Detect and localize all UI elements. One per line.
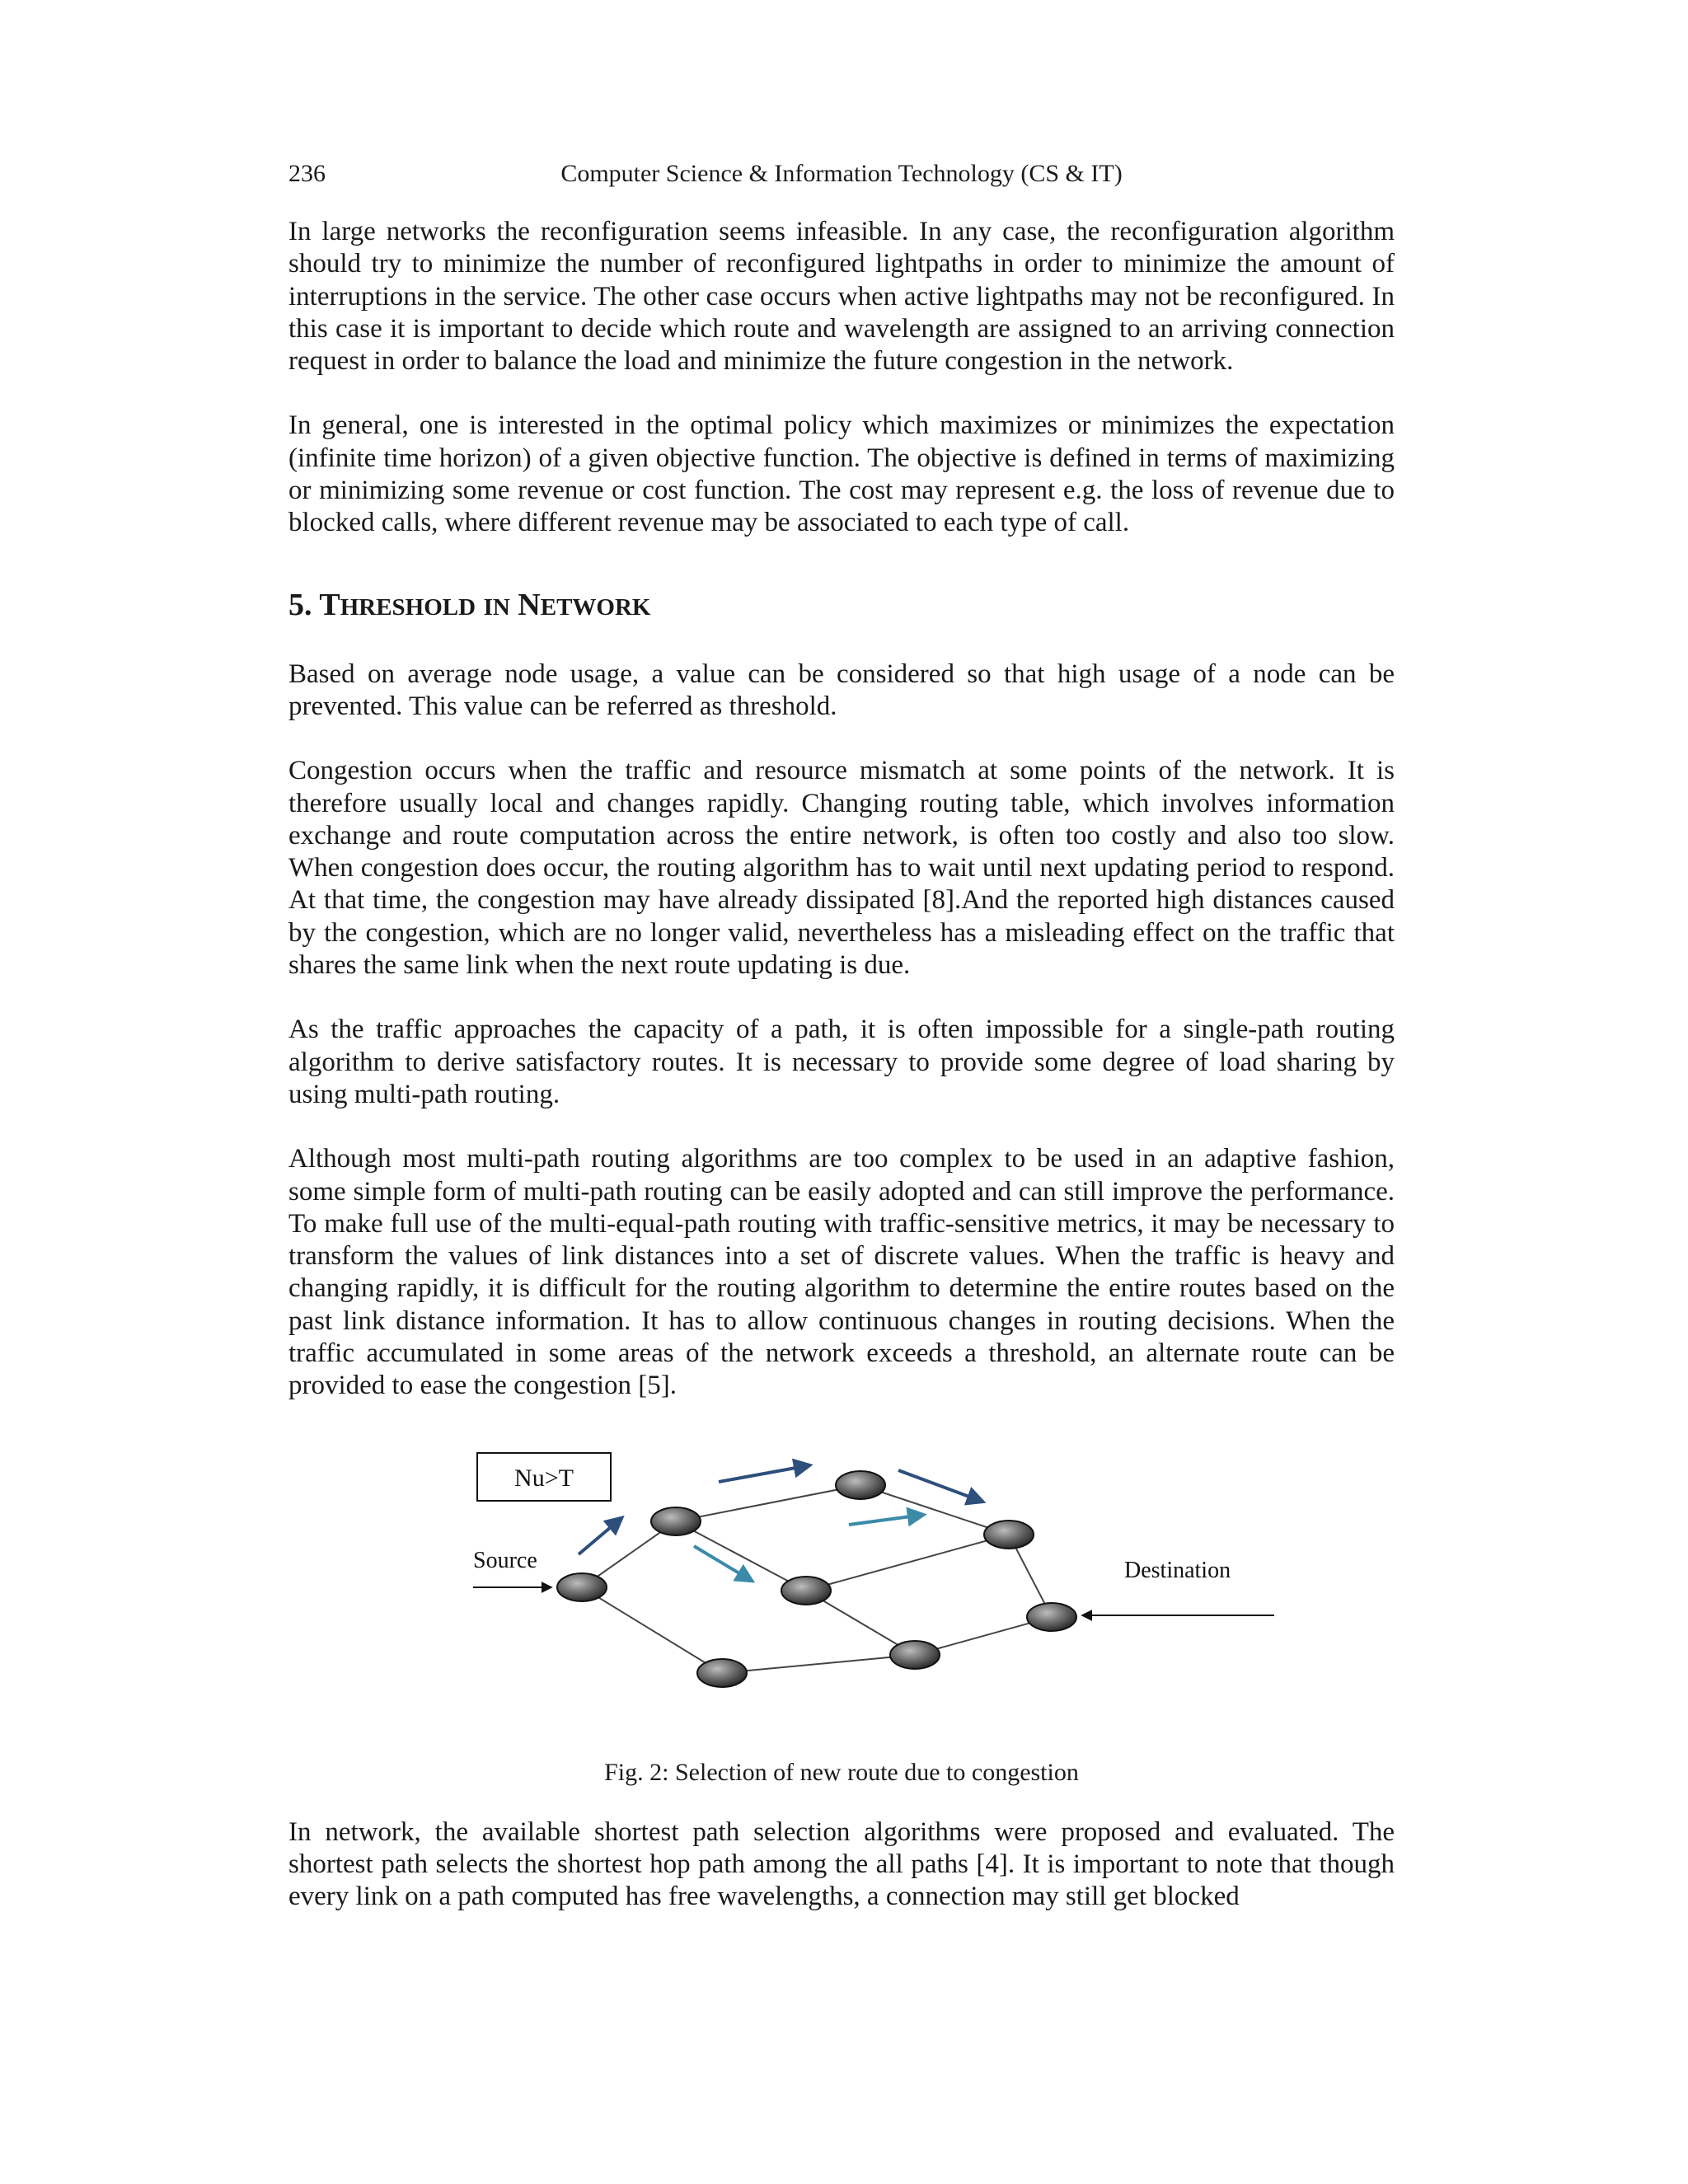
link (582, 1587, 722, 1673)
network-node (781, 1577, 831, 1605)
link (806, 1535, 1009, 1591)
route-arrow (719, 1465, 809, 1482)
threshold-label: Nu>T (514, 1464, 574, 1492)
source-node (557, 1573, 607, 1601)
paragraph: In general, one is interested in the optimal policy which maximizes or minimizes the expectation (infinite time horizon) of a given objective function. The objective is defined in terms of maximizing or minimizing some revenue or cost function. The cost may represent e.g. the loss of revenue due to blocked calls, where different revenue may be associated to each type of call. (288, 410, 1395, 538)
paragraph: In large networks the reconfiguration seems infeasible. In any case, the reconfiguration algorithm should try to minimize the number of reconfigured lightpaths in order to minimize the amount of interruptions in the service. The other case occurs when active lightpaths may not be reconfigured. In this case it is important to decide which route and wavelength are assigned to an arriving connection request in order to balance the load and minimize the future congestion in the network. (288, 217, 1395, 377)
destination-node (1027, 1603, 1076, 1631)
paragraph: As the traffic approaches the capacity of a path, it is often impossible for a single-path routing algorithm to derive satisfactory routes. It is necessary to provide some degree of load sharing by using multi-path routing. (288, 1015, 1395, 1109)
network-node (836, 1471, 885, 1499)
network-node (890, 1641, 940, 1669)
alternate-route-arrow (694, 1546, 752, 1581)
paragraph: Based on average node usage, a value can be considered so that high usage of a node can be prevented. This value can be referred as threshold. (288, 658, 1395, 721)
link (676, 1521, 806, 1591)
section-heading: 5. THRESHOLD IN NETWORK (288, 587, 651, 622)
link (860, 1485, 1009, 1535)
page-number: 236 (288, 160, 326, 187)
paragraph: Congestion occurs when the traffic and resource mismatch at some points of the network. It is therefore usually local and changes rapidly. Changing routing table, which involves information exchange and route computation across the entire network, is often too costly and also too slow. When congestion does occur, the routing algorithm has to wait until next updating period to respond. At that time, the congestion may have already dissipated [8].And the reported high distances caused by the congestion, which are no longer valid, nevertheless has a misleading effect on the traffic that shares the same link when the next route updating is due. (288, 756, 1395, 981)
figure-caption: Fig. 2: Selection of new route due to congestion (604, 1758, 1079, 1786)
network-node (697, 1659, 747, 1687)
alternate-route-arrow (849, 1515, 923, 1525)
section-number: 5. (288, 587, 312, 622)
network-diagram (473, 1449, 1297, 1737)
journal-title: Computer Science & Information Technology (CS & IT) (560, 160, 1123, 187)
page-content (288, 216, 1395, 1914)
source-label: Source (473, 1547, 537, 1573)
paragraph: In network, the available shortest path selection algorithms were proposed and evaluated. The shortest path selects the shortest hop path among the all paths [4]. It is important to note that though every link on a path computed has free wavelengths, a connection may still get blocked (288, 1816, 1395, 1912)
network-node (984, 1521, 1034, 1549)
route-arrow (898, 1470, 982, 1502)
page-header (288, 160, 1395, 193)
route-arrow (579, 1518, 621, 1554)
destination-label: Destination (1124, 1557, 1231, 1583)
network-nodes (557, 1471, 1076, 1687)
link (676, 1485, 860, 1521)
link (722, 1655, 915, 1673)
network-node (651, 1507, 701, 1535)
paragraph: Although most multi-path routing algorithms are too complex to be used in an adaptive fashion, some simple form of multi-path routing can be easily adopted and can still improve the performance. To make full use of the multi-equal-path routing with traffic-sensitive metrics, it may be necessary to transform the values of link distances into a set of discrete values. When the traffic is heavy and changing rapidly, it is difficult for the routing algorithm to determine the entire routes based on the past link distance information. It has to allow continuous changes in routing decisions. When the traffic accumulated in some areas of the network exceeds a threshold, an alternate route can be provided to ease the congestion [5]. (288, 1144, 1395, 1401)
network-figure (288, 1449, 1395, 1737)
